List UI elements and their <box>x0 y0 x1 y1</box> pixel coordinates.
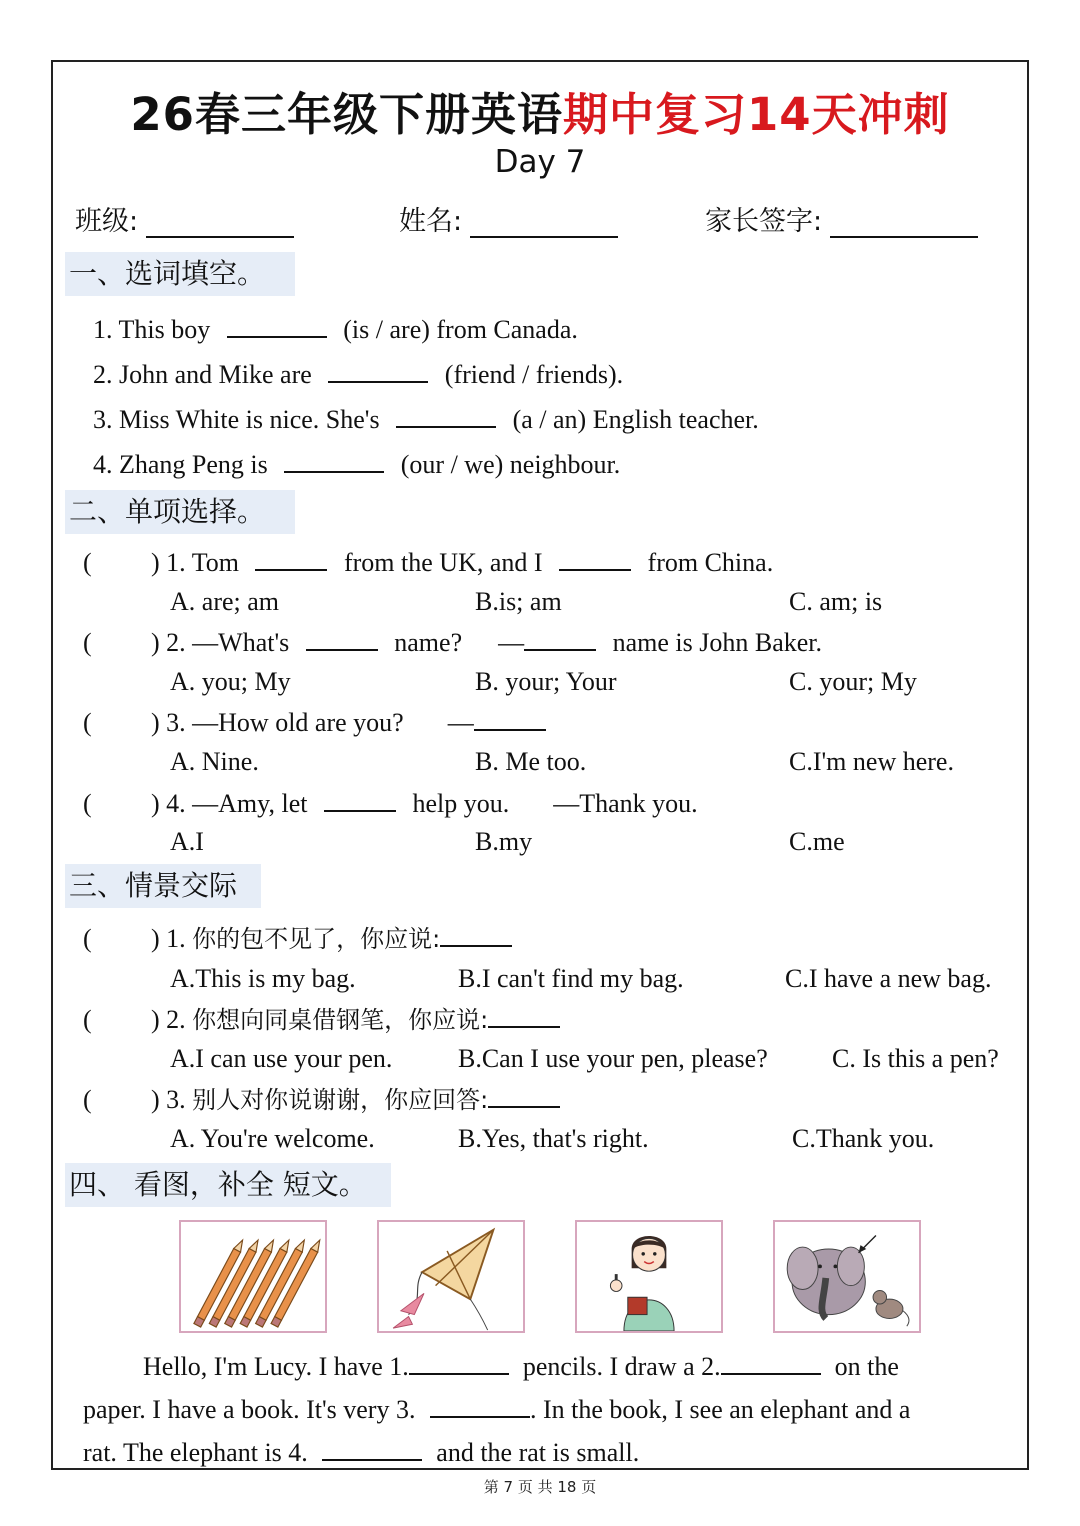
class-label: 班级: <box>75 206 139 237</box>
fill-blank-3[interactable] <box>396 406 496 428</box>
passage-blank-2[interactable] <box>721 1353 821 1375</box>
fill-item-3-options: (a / an) English teacher. <box>512 405 759 434</box>
choice-item-1-mid: from the UK, and I <box>343 548 543 577</box>
choice-item-2-mid: name? <box>394 628 463 657</box>
choice-4-option-a: A.I <box>170 827 204 856</box>
situation-1-option-a: A.This is my bag. <box>170 964 356 993</box>
name-line[interactable] <box>470 212 618 238</box>
class-line[interactable] <box>146 212 294 238</box>
situation-2-option-a: A.I can use your pen. <box>170 1044 393 1073</box>
parent-signature-label: 家长签字: <box>705 206 823 237</box>
situation-3-option-b: B.Yes, that's right. <box>458 1124 649 1153</box>
fill-item-2-text: 2. John and Mike are <box>93 360 312 389</box>
situation-item-3-prompt: 别人对你说谢谢，你应回答: <box>192 1086 489 1114</box>
fill-item-4-text: 4. Zhang Peng is <box>93 450 268 479</box>
passage-text-1b: pencils. I draw a 2. <box>522 1352 721 1381</box>
fill-item-1 <box>93 314 578 346</box>
situation-paren-3[interactable]: ( <box>83 1085 92 1114</box>
choice-4-option-b: B.my <box>475 827 533 856</box>
choice-2-option-b: B. your; Your <box>475 667 617 696</box>
name-label: 姓名: <box>399 206 463 237</box>
fill-item-4 <box>93 449 620 481</box>
passage-line-2 <box>83 1388 1013 1431</box>
passage-line-3 <box>83 1431 1013 1470</box>
choice-paren-4[interactable]: ( <box>83 789 92 818</box>
choice-1-blank-a[interactable] <box>255 549 327 571</box>
situation-3-option-c: C.Thank you. <box>792 1124 935 1153</box>
choice-item-1-end: from China. <box>647 548 774 577</box>
choice-1-option-b: B.is; am <box>475 587 562 616</box>
passage-text-3b: and the rat is small. <box>436 1438 640 1467</box>
kite-icon <box>379 1222 523 1331</box>
title-black-part: 26春三年级下册英语 <box>130 88 563 141</box>
fill-item-4-options: (our / we) neighbour. <box>400 450 621 479</box>
choice-paren-3[interactable]: ( <box>83 708 92 737</box>
situation-1-blank[interactable] <box>440 925 512 947</box>
fill-item-1-options: (is / are) from Canada. <box>343 315 578 344</box>
title-red-part: 期中复习14天冲刺 <box>563 88 950 141</box>
choice-item-4-end: —Thank you. <box>553 789 698 818</box>
passage-line-1 <box>83 1345 1013 1388</box>
fill-blank-2[interactable] <box>328 361 428 383</box>
choice-3-option-a: A. Nine. <box>170 747 259 776</box>
passage-text-1c: on the <box>834 1352 899 1381</box>
choice-2-option-c: C. your; My <box>789 667 917 696</box>
worksheet-frame <box>51 60 1029 1470</box>
pencils-icon <box>181 1222 325 1331</box>
passage-text-3a: rat. The elephant is 4. <box>83 1438 308 1467</box>
choice-item-3 <box>151 707 546 739</box>
situation-item-1-prompt: 你的包不见了，你应说: <box>192 925 441 953</box>
situation-2-option-b: B.Can I use your pen, please? <box>458 1044 768 1073</box>
choice-3-blank[interactable] <box>474 709 546 731</box>
choice-item-4 <box>151 788 698 820</box>
choice-1-option-a: A. are; am <box>170 587 280 616</box>
choice-paren-2[interactable]: ( <box>83 628 92 657</box>
parent-signature-field <box>705 199 978 238</box>
choice-2-option-a: A. you; My <box>170 667 291 696</box>
choice-3-option-b: B. Me too. <box>475 747 587 776</box>
fill-item-3 <box>93 404 759 436</box>
situation-paren-2[interactable]: ( <box>83 1005 92 1034</box>
choice-item-1-start: ) 1. Tom <box>151 548 239 577</box>
choice-1-option-c: C. am; is <box>789 587 883 616</box>
elephant-and-rat-picture <box>773 1220 921 1333</box>
fill-item-3-text: 3. Miss White is nice. She's <box>93 405 380 434</box>
section3-heading: 三、情景交际 <box>65 864 261 908</box>
situation-item-1-num: ) 1. <box>151 924 186 953</box>
page-title <box>53 78 1027 143</box>
choice-item-2 <box>151 627 822 659</box>
section2-heading: 二、单项选择。 <box>65 490 295 534</box>
choice-4-blank[interactable] <box>324 790 396 812</box>
choice-item-2-start: ) 2. —What's <box>151 628 290 657</box>
name-field <box>399 199 618 238</box>
choice-item-2-dash: — <box>498 628 525 657</box>
fill-blank-4[interactable] <box>284 451 384 473</box>
situation-item-3-num: ) 3. <box>151 1085 186 1114</box>
situation-3-option-a: A. You're welcome. <box>170 1124 375 1153</box>
situation-2-blank[interactable] <box>488 1006 560 1028</box>
choice-item-3-start: ) 3. —How old are you? <box>151 708 404 737</box>
class-field <box>75 199 294 238</box>
parent-signature-line[interactable] <box>830 212 978 238</box>
fill-item-2-options: (friend / friends). <box>444 360 624 389</box>
choice-1-blank-b[interactable] <box>559 549 631 571</box>
situation-1-option-c: C.I have a new bag. <box>785 964 992 993</box>
girl-with-book-picture <box>575 1220 723 1333</box>
fill-item-1-text: 1. This boy <box>93 315 211 344</box>
fill-item-2 <box>93 359 623 391</box>
situation-item-3 <box>151 1084 560 1116</box>
kite-picture <box>377 1220 525 1333</box>
choice-3-option-c: C.I'm new here. <box>789 747 954 776</box>
situation-3-blank[interactable] <box>488 1086 560 1108</box>
situation-item-2-prompt: 你想向同桌借钢笔，你应说: <box>192 1006 489 1034</box>
passage-text-2b: . In the book, I see an elephant and a <box>529 1395 911 1424</box>
situation-item-2 <box>151 1004 560 1036</box>
situation-item-1 <box>151 923 512 955</box>
choice-paren-1[interactable]: ( <box>83 548 92 577</box>
day-label: Day 7 <box>494 144 586 180</box>
choice-item-2-end: name is John Baker. <box>612 628 823 657</box>
choice-4-option-c: C.me <box>789 827 845 856</box>
passage-text-2a: paper. I have a book. It's very 3. <box>83 1395 416 1424</box>
passage-blank-1[interactable] <box>409 1353 509 1375</box>
pencils-picture <box>179 1220 327 1333</box>
choice-item-1 <box>151 547 773 579</box>
page-number-footer: 第 7 页 共 18 页 <box>483 1478 597 1496</box>
fill-blank-1[interactable] <box>227 316 327 338</box>
choice-item-3-dash: — <box>447 708 474 737</box>
situation-paren-1[interactable]: ( <box>83 924 92 953</box>
choice-item-4-start: ) 4. —Amy, let <box>151 789 308 818</box>
situation-1-option-b: B.I can't find my bag. <box>458 964 684 993</box>
choice-2-blank-b[interactable] <box>524 629 596 651</box>
choice-item-4-mid: help you. <box>412 789 510 818</box>
situation-2-option-c: C. Is this a pen? <box>832 1044 999 1073</box>
passage-blank-3[interactable] <box>430 1396 530 1418</box>
choice-2-blank-a[interactable] <box>306 629 378 651</box>
section1-heading: 一、选词填空。 <box>65 252 295 296</box>
situation-item-2-num: ) 2. <box>151 1005 186 1034</box>
passage-text-1a: Hello, I'm Lucy. I have 1. <box>143 1352 409 1381</box>
girl-icon <box>577 1222 721 1331</box>
passage-blank-4[interactable] <box>322 1439 422 1461</box>
section4-heading: 四、 看图，补全 短文。 <box>65 1163 391 1207</box>
elephant-rat-icon <box>775 1222 919 1331</box>
